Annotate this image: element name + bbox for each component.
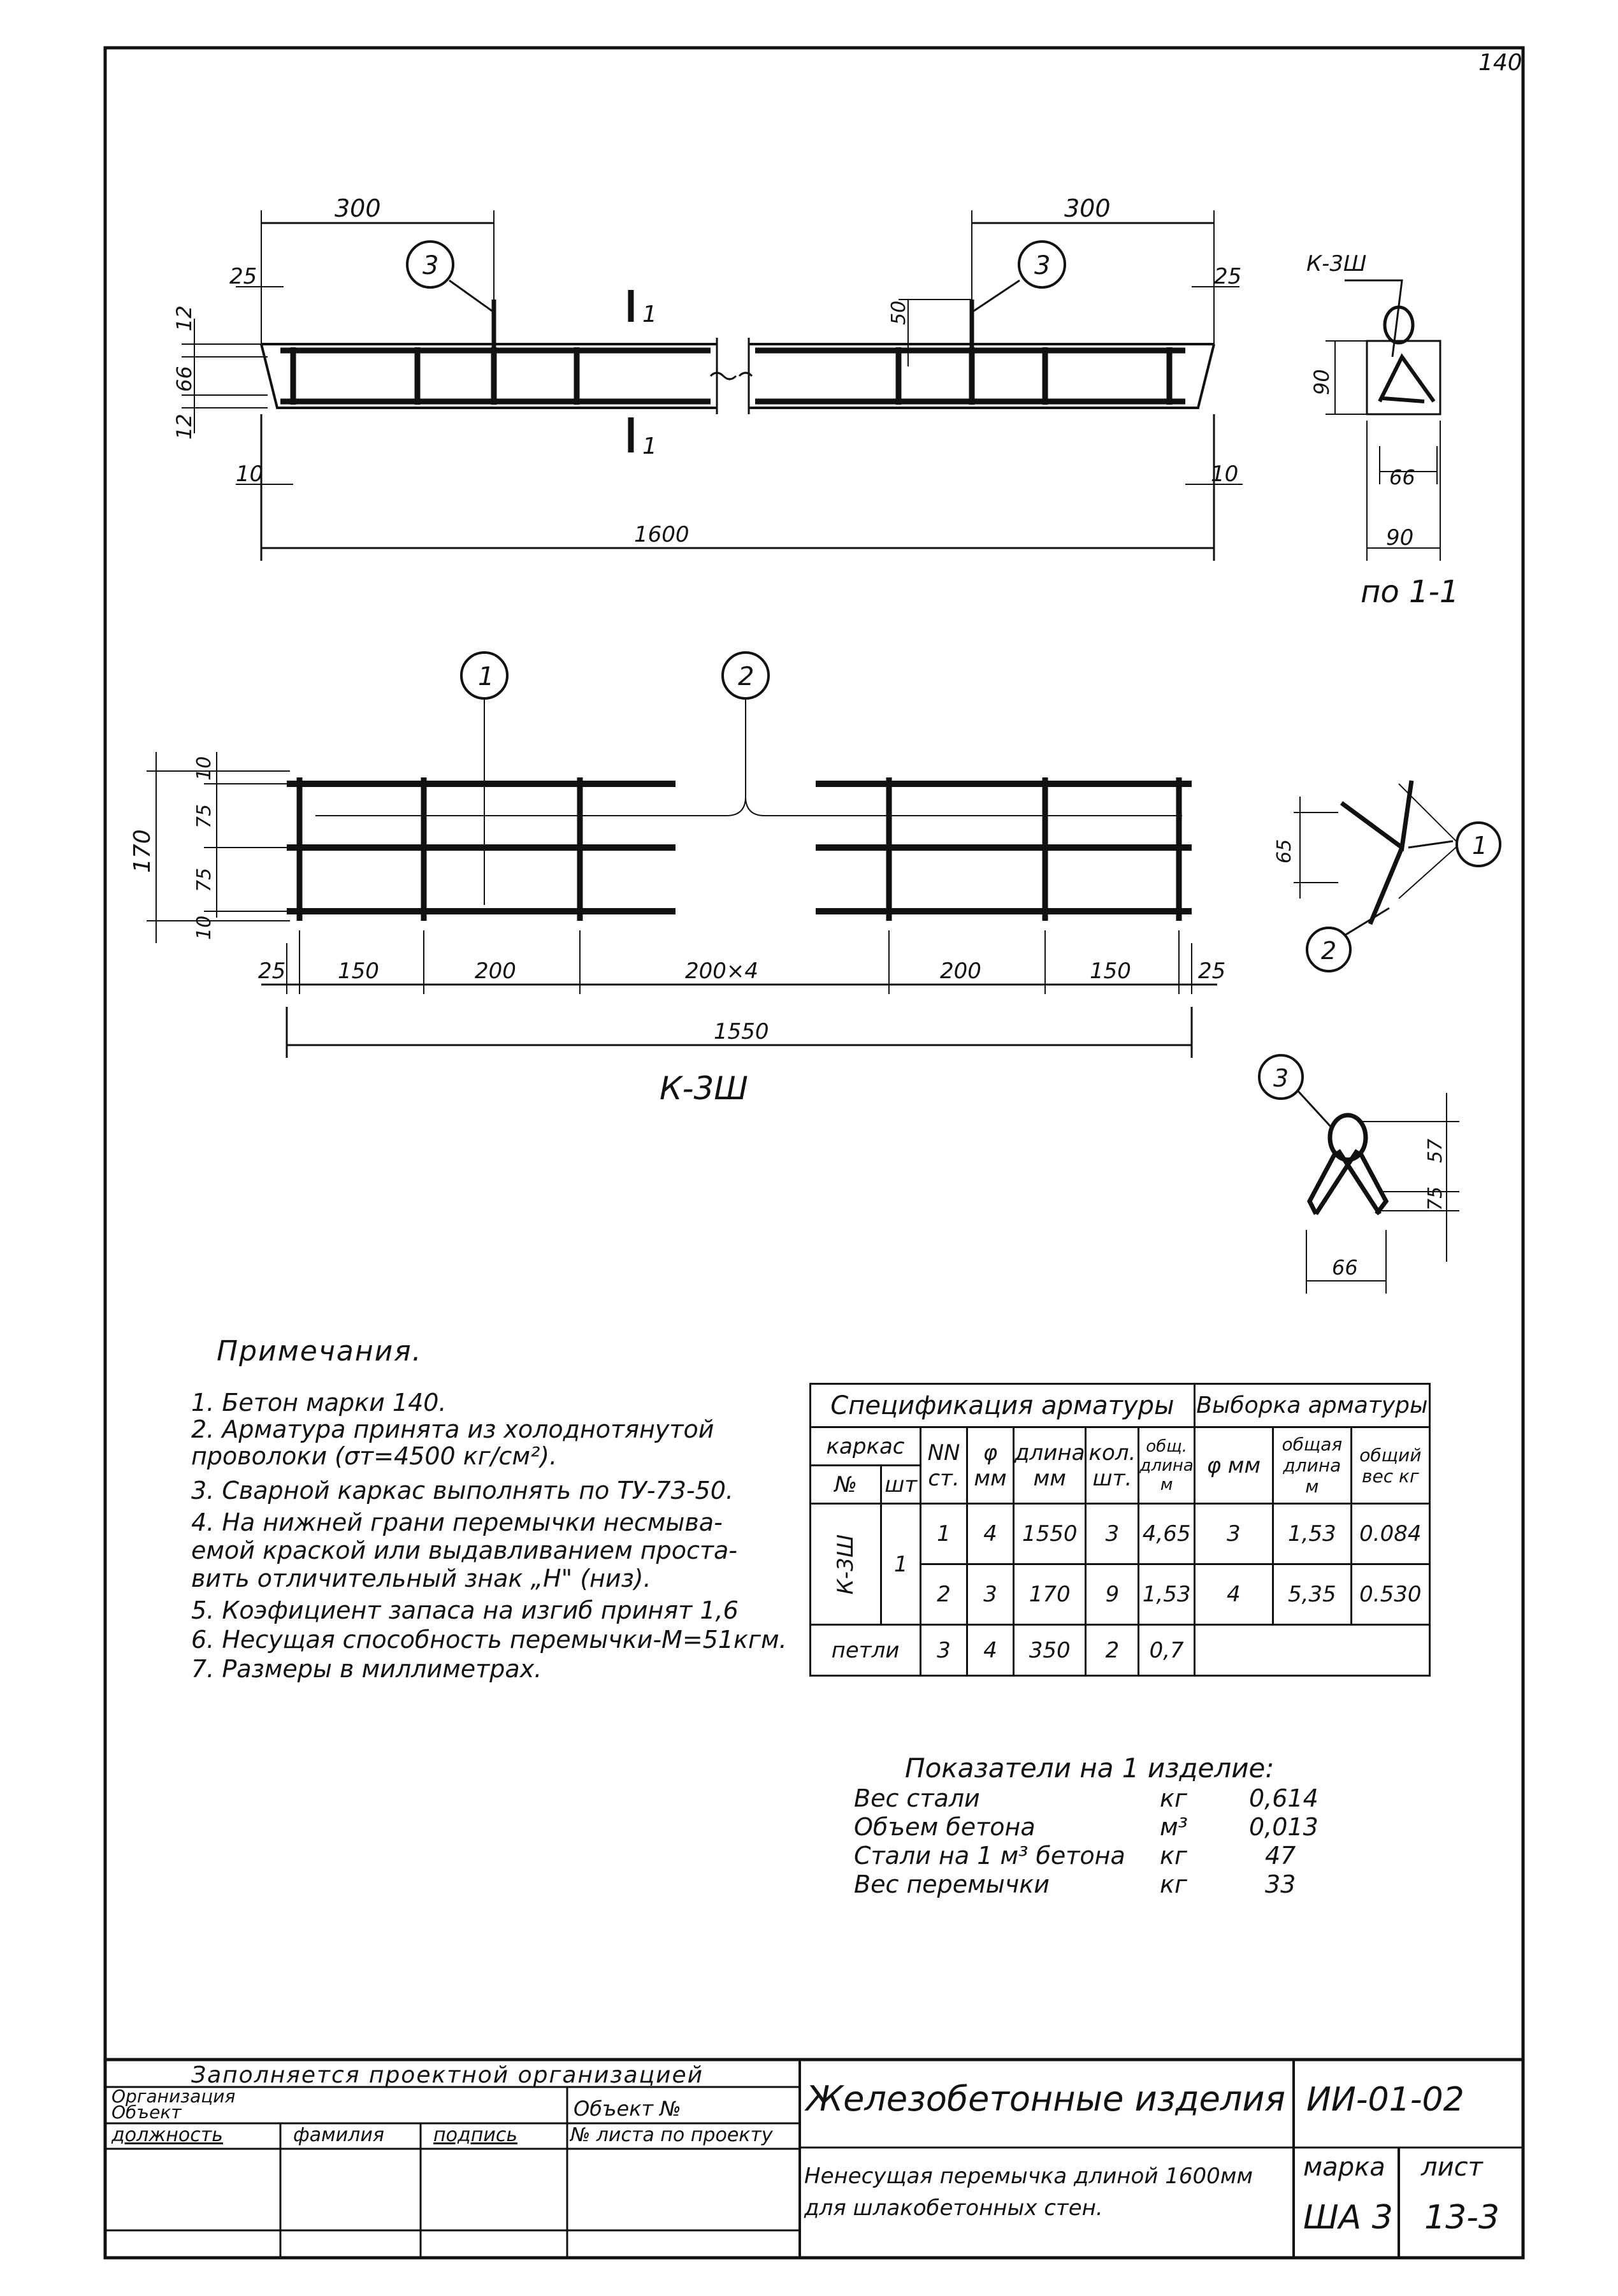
indicator-unit: кг xyxy=(1160,1784,1187,1812)
spec-h-phi2: φ мм xyxy=(1194,1427,1273,1504)
spec-h-total-len: общая длина м xyxy=(1273,1427,1351,1504)
indicator-name: Вес стали xyxy=(854,1784,980,1812)
spec-cell-phi2: 4 xyxy=(1194,1564,1273,1625)
dim-25-right: 25 xyxy=(1214,264,1242,289)
spec-loops-label: петли xyxy=(811,1625,921,1676)
tb-object: Объект xyxy=(112,2102,182,2123)
spec-cell-weight: 0.084 xyxy=(1351,1504,1429,1564)
tb-mark-label: марка xyxy=(1303,2153,1385,2182)
spec-cell-nn: 1 xyxy=(921,1504,967,1564)
section-dim-90: 90 xyxy=(1386,525,1414,551)
section-1-1-view xyxy=(1325,280,1440,561)
plan-dim-10-bottom: 10 xyxy=(193,915,215,940)
callout-3-left-label: 3 xyxy=(423,251,439,280)
spec-h-total: общ. длина м xyxy=(1139,1427,1194,1504)
spec-h-total-weight: общий вес кг xyxy=(1351,1427,1429,1504)
callout-1-detail-label: 1 xyxy=(1472,832,1488,860)
spec-h-qty: кол. шт. xyxy=(1086,1427,1139,1504)
detail-dim-65: 65 xyxy=(1273,839,1296,863)
spec-cell-tlen: 5,35 xyxy=(1273,1564,1351,1625)
section-dim-66: 66 xyxy=(1389,465,1415,489)
spec-h-sht: шт xyxy=(881,1466,921,1504)
note-line: 1. Бетон марки 140. xyxy=(191,1389,447,1417)
dim-66: 66 xyxy=(172,366,196,392)
note-line: емой краской или выдавливанием проста- xyxy=(191,1536,737,1564)
plan-caption: К-3Ш xyxy=(660,1070,748,1107)
tb-mark: ША 3 xyxy=(1303,2199,1393,2237)
section-caption: по 1-1 xyxy=(1361,574,1459,610)
plan-dim-25-left: 25 xyxy=(258,958,286,984)
plan-dim-75-bottom: 75 xyxy=(193,867,215,892)
spec-h-karkas: каркас xyxy=(811,1427,921,1466)
callout-2-plan-label: 2 xyxy=(738,662,755,691)
indicator-name: Стали на 1 м³ бетона xyxy=(854,1842,1125,1870)
dim-10-left: 10 xyxy=(236,461,264,487)
indicator-name: Вес перемычки xyxy=(854,1870,1050,1898)
callout-1-plan-label: 1 xyxy=(478,662,495,691)
spec-cell-phi: 4 xyxy=(967,1504,1014,1564)
spec-cell-total: 1,53 xyxy=(1139,1564,1194,1625)
tb-organization: Организация xyxy=(112,2086,236,2107)
loop-dim-57: 57 xyxy=(1424,1138,1447,1163)
tb-sheets-no: № листа по проекту xyxy=(570,2124,773,2146)
dim-25-left: 25 xyxy=(229,264,257,289)
section-label-k3sh: К-3Ш xyxy=(1306,251,1367,277)
spec-row-loops xyxy=(811,1625,1430,1676)
spec-cell-nn: 2 xyxy=(921,1564,967,1625)
indicator-unit: кг xyxy=(1160,1870,1187,1898)
plan-dim-150-left: 150 xyxy=(338,958,379,984)
spec-loops-nn: 3 xyxy=(921,1625,967,1676)
spec-loops-qty: 2 xyxy=(1086,1625,1139,1676)
tb-sheet-label: лист xyxy=(1421,2153,1483,2182)
spec-cell-qty: 3 xyxy=(1086,1504,1139,1564)
plan-dim-200x4: 200×4 xyxy=(685,958,759,984)
spec-title-left: Спецификация арматуры xyxy=(811,1384,1195,1427)
plan-dim-1550: 1550 xyxy=(714,1019,769,1044)
plan-dim-25-right: 25 xyxy=(1198,958,1226,984)
tb-description-1: Ненесущая перемычка длиной 1600мм xyxy=(804,2163,1253,2189)
indicator-unit: м³ xyxy=(1160,1813,1188,1841)
note-line: 6. Несущая способность перемычки-М=51кгм. xyxy=(191,1626,787,1654)
tb-product-type: Железобетонные изделия xyxy=(806,2079,1285,2119)
note-line: 2. Арматура принята из холоднотянутой xyxy=(191,1415,714,1443)
spec-karkas-name: К-3Ш xyxy=(833,1534,859,1594)
spec-cell-weight: 0.530 xyxy=(1351,1564,1429,1625)
plan-view xyxy=(147,695,1217,1058)
tb-surname: фамилия xyxy=(293,2124,384,2146)
spec-cell-tlen: 1,53 xyxy=(1273,1504,1351,1564)
dim-1600: 1600 xyxy=(634,522,690,547)
dim-12-top: 12 xyxy=(172,305,196,331)
plan-dim-75-top: 75 xyxy=(193,804,215,828)
tb-object-no: Объект № xyxy=(574,2097,681,2121)
spec-h-nn: NN ст. xyxy=(921,1427,967,1504)
spec-cell-phi2: 3 xyxy=(1194,1504,1273,1564)
tb-signature: подпись xyxy=(433,2124,517,2146)
indicator-value: 33 xyxy=(1265,1870,1296,1898)
spec-table xyxy=(809,1383,1431,1677)
indicator-value: 47 xyxy=(1265,1842,1296,1870)
spec-cell-phi: 3 xyxy=(967,1564,1014,1625)
v-detail xyxy=(1294,781,1459,943)
plan-dim-10-top: 10 xyxy=(193,756,215,781)
elevation-view xyxy=(182,210,1243,561)
spec-cell-len: 170 xyxy=(1014,1564,1086,1625)
note-line: 4. На нижней грани перемычки несмыва- xyxy=(191,1508,723,1536)
spec-karkas-qty: 1 xyxy=(881,1504,921,1625)
plan-dim-150-right: 150 xyxy=(1090,958,1131,984)
note-line: вить отличительный знак „Н" (низ). xyxy=(191,1564,651,1592)
spec-cell-len: 1550 xyxy=(1014,1504,1086,1564)
spec-loops-total: 0,7 xyxy=(1139,1625,1194,1676)
spec-title-right: Выборка арматуры xyxy=(1194,1384,1429,1427)
spec-h-phi: φ мм xyxy=(967,1427,1014,1504)
section-dim-90-vert: 90 xyxy=(1310,369,1334,395)
spec-h-len: длина мм xyxy=(1014,1427,1086,1504)
callout-3-loop-label: 3 xyxy=(1273,1064,1289,1092)
tb-filled-by: Заполняется проектной организацией xyxy=(191,2062,704,2088)
dim-10-right: 10 xyxy=(1211,461,1239,487)
section-mark-top: 1 xyxy=(642,301,657,328)
plan-dim-170: 170 xyxy=(129,829,155,873)
page-number: 140 xyxy=(1478,50,1522,76)
spec-h-no: № xyxy=(811,1466,881,1504)
callout-3-right-label: 3 xyxy=(1034,251,1051,280)
dim-300-right: 300 xyxy=(1064,194,1111,222)
notes-title: Примечания. xyxy=(217,1335,423,1368)
spec-loops-phi: 4 xyxy=(967,1625,1014,1676)
loop-dim-75: 75 xyxy=(1424,1186,1447,1211)
dim-300-left: 300 xyxy=(335,194,381,222)
indicator-name: Объем бетона xyxy=(854,1813,1036,1841)
spec-loops-len: 350 xyxy=(1014,1625,1086,1676)
tb-description-2: для шлакобетонных стен. xyxy=(804,2195,1103,2221)
loop-dim-66: 66 xyxy=(1332,1255,1358,1280)
plan-dim-200-right: 200 xyxy=(940,958,981,984)
section-mark-bottom: 1 xyxy=(642,433,657,459)
indicators-title: Показатели на 1 изделие: xyxy=(905,1752,1275,1784)
spec-cell-total: 4,65 xyxy=(1139,1504,1194,1564)
spec-row xyxy=(811,1504,1430,1564)
callout-2-detail-label: 2 xyxy=(1321,937,1337,965)
tb-sheet: 13-3 xyxy=(1424,2199,1500,2237)
indicator-value: 0,013 xyxy=(1249,1813,1318,1841)
dim-12-bottom: 12 xyxy=(172,414,196,440)
indicator-value: 0,614 xyxy=(1249,1784,1318,1812)
note-line: 5. Коэфициент запаса на изгиб принят 1,6 xyxy=(191,1596,739,1624)
dim-50: 50 xyxy=(888,300,910,325)
tb-series: ИИ-01-02 xyxy=(1306,2081,1464,2119)
tb-position: должность xyxy=(112,2124,223,2146)
note-line: 3. Сварной каркас выполнять по ТУ-73-50. xyxy=(191,1477,733,1505)
indicator-unit: кг xyxy=(1160,1842,1187,1870)
plan-dim-200-left: 200 xyxy=(475,958,516,984)
spec-cell-qty: 9 xyxy=(1086,1564,1139,1625)
note-line: 7. Размеры в миллиметрах. xyxy=(191,1655,542,1683)
note-line: проволоки (σт=4500 кг/см²). xyxy=(191,1442,558,1470)
